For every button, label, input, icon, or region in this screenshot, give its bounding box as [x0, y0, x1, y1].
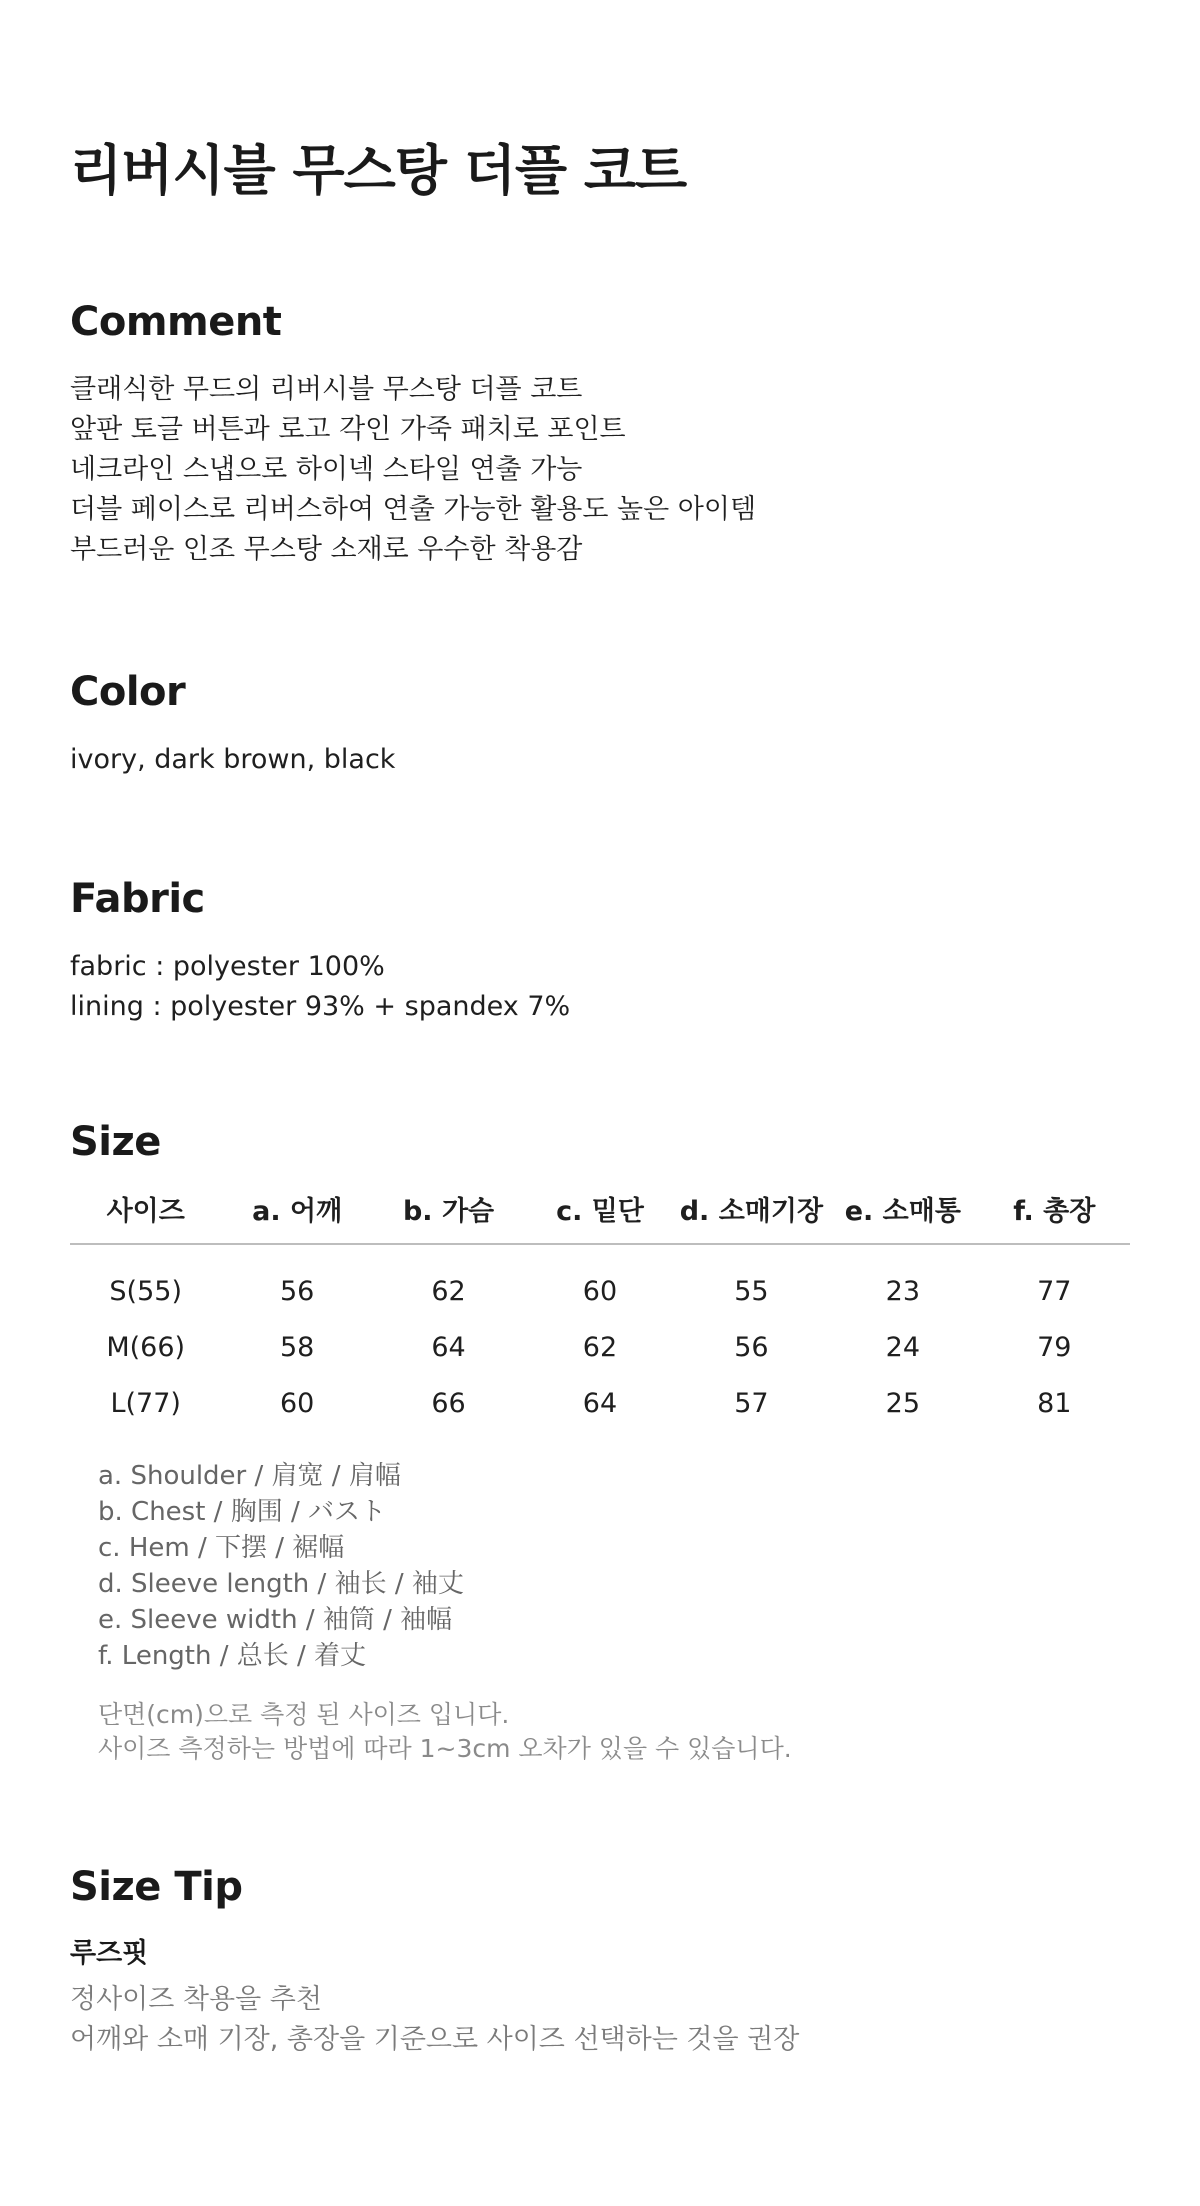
size-table-body	[70, 1263, 1130, 1431]
table-cell: 55	[734, 1275, 769, 1307]
table-row	[70, 1319, 1130, 1375]
column-header: e. 소매통	[844, 1195, 961, 1227]
column-header: b. 가슴	[402, 1195, 495, 1227]
table-cell: 62	[431, 1275, 466, 1307]
column-header: f. 총장	[1013, 1195, 1096, 1227]
legend-item: e. Sleeve width / 袖筒 / 袖幅	[98, 1605, 453, 1635]
legend-item: d. Sleeve length / 袖长 / 袖丈	[98, 1569, 464, 1599]
note-line: 사이즈 측정하는 방법에 따라 1~3cm 오차가 있을 수 있습니다.	[98, 1734, 792, 1763]
measurement-legend	[98, 1458, 464, 1674]
table-cell: 24	[885, 1331, 920, 1363]
color-heading: Color	[70, 669, 186, 715]
table-cell: 56	[734, 1331, 769, 1363]
column-header: d. 소매기장	[679, 1195, 824, 1227]
size-tip-line: 어깨와 소매 기장, 총장을 기준으로 사이즈 선택하는 것을 권장	[70, 2024, 800, 2055]
table-cell: 23	[885, 1275, 920, 1307]
measurement-note	[98, 1698, 792, 1766]
table-cell: 77	[1037, 1275, 1072, 1307]
table-cell: 60	[582, 1275, 618, 1307]
note-line: 단면(cm)으로 측정 된 사이즈 입니다.	[98, 1700, 510, 1729]
comment-heading: Comment	[70, 299, 282, 345]
size-tip-text	[70, 1980, 799, 2060]
table-cell: M(66)	[106, 1331, 186, 1363]
table-cell: 58	[279, 1331, 315, 1363]
table-divider	[70, 1243, 1130, 1245]
table-cell: 56	[279, 1275, 315, 1307]
table-cell: S(55)	[109, 1275, 182, 1307]
fabric-line: fabric : polyester 100%	[70, 951, 385, 982]
comment-text	[70, 370, 756, 570]
table-cell: 64	[582, 1387, 618, 1419]
table-cell: 66	[431, 1387, 466, 1419]
fabric-heading: Fabric	[70, 876, 205, 922]
comment-line: 앞판 토글 버튼과 로고 각인 가죽 패치로 포인트	[70, 414, 626, 445]
fabric-text	[70, 947, 570, 1027]
column-header: c. 밑단	[556, 1195, 644, 1227]
legend-item: b. Chest / 胸围 / バスト	[98, 1497, 386, 1527]
table-cell: 81	[1037, 1387, 1072, 1419]
size-tip-line: 정사이즈 착용을 추천	[70, 1984, 322, 2015]
comment-line: 클래식한 무드의 리버시블 무스탕 더플 코트	[70, 374, 583, 405]
table-cell: 62	[582, 1331, 618, 1363]
legend-item: f. Length / 总长 / 着丈	[98, 1641, 367, 1671]
table-cell: 60	[279, 1387, 315, 1419]
size-tip-heading: Size Tip	[70, 1864, 243, 1910]
fit-label: 루즈핏	[70, 1938, 149, 1969]
color-text	[70, 740, 395, 780]
comment-line: 네크라인 스냅으로 하이넥 스타일 연출 가능	[70, 454, 583, 485]
size-header-row	[70, 1180, 1130, 1236]
table-row	[70, 1263, 1130, 1319]
product-title: 리버시블 무스탕 더플 코트	[70, 139, 687, 202]
table-cell: 64	[431, 1331, 466, 1363]
table-cell: 79	[1037, 1331, 1072, 1363]
color-value: ivory, dark brown, black	[70, 744, 396, 775]
size-table-header	[70, 1180, 1130, 1236]
legend-item: a. Shoulder / 肩宽 / 肩幅	[98, 1461, 401, 1491]
size-heading: Size	[70, 1119, 161, 1165]
comment-line: 더블 페이스로 리버스하여 연출 가능한 활용도 높은 아이템	[70, 494, 757, 525]
column-header: 사이즈	[106, 1195, 185, 1227]
table-cell: L(77)	[110, 1387, 181, 1419]
column-header: a. 어깨	[252, 1195, 343, 1227]
table-row	[70, 1375, 1130, 1431]
table-cell: 57	[734, 1387, 769, 1419]
table-cell: 25	[885, 1387, 920, 1419]
fabric-line: lining : polyester 93% + spandex 7%	[70, 991, 571, 1022]
comment-line: 부드러운 인조 무스탕 소재로 우수한 착용감	[70, 534, 583, 565]
legend-item: c. Hem / 下摆 / 裾幅	[98, 1533, 345, 1563]
